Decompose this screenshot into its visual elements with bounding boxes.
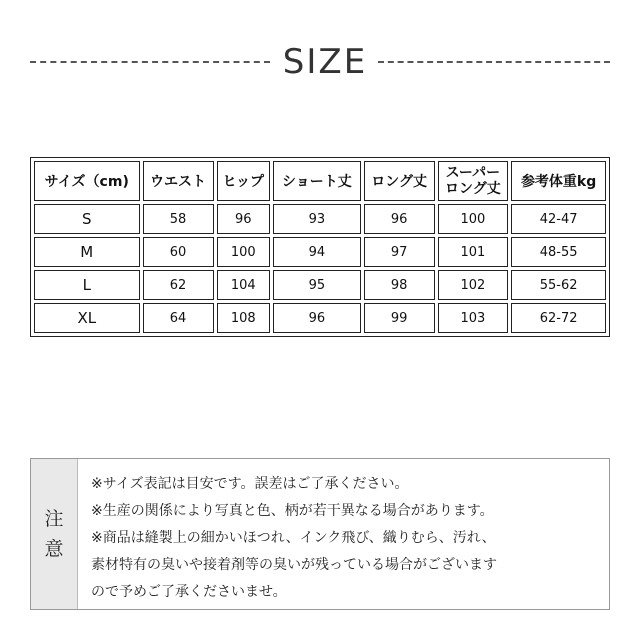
cell-super-long-length: 102 <box>438 270 509 300</box>
cell-long-length: 98 <box>364 270 435 300</box>
cell-short-length: 96 <box>273 303 361 333</box>
header-super-long-line1: スーパー <box>445 165 501 181</box>
right-dashed-line <box>378 61 610 63</box>
cell-hip: 104 <box>217 270 270 300</box>
cell-waist: 58 <box>143 204 214 234</box>
cell-super-long-length: 101 <box>438 237 509 267</box>
title-row <box>0 40 640 84</box>
table-row <box>34 270 606 300</box>
cell-long-length: 96 <box>364 204 435 234</box>
page-title: SIZE <box>282 42 368 82</box>
cell-size: L <box>34 270 140 300</box>
caution-line: ※生産の関係により写真と色、柄が若干異なる場合があります。 <box>91 503 494 519</box>
table-row <box>34 204 606 234</box>
cell-reference-weight: 48-55 <box>511 237 606 267</box>
header-reference-weight: 参考体重kg <box>511 161 606 201</box>
cell-short-length: 95 <box>273 270 361 300</box>
table-header-row <box>34 161 606 201</box>
cell-short-length: 94 <box>273 237 361 267</box>
cell-long-length: 99 <box>364 303 435 333</box>
caution-label-char: 意 <box>44 538 64 560</box>
caution-label <box>31 459 78 609</box>
caution-text <box>91 471 606 606</box>
cell-reference-weight: 42-47 <box>511 204 606 234</box>
caution-label-char: 注 <box>44 508 64 530</box>
caution-line: ※商品は縫製上の細かいほつれ、インク飛び、織りむら、汚れ、 <box>91 530 496 546</box>
cell-hip: 96 <box>217 204 270 234</box>
table-row <box>34 237 606 267</box>
header-super-long-line2: ロング丈 <box>445 181 501 197</box>
cell-reference-weight: 62-72 <box>511 303 606 333</box>
header-hip: ヒップ <box>217 161 270 201</box>
cell-waist: 62 <box>143 270 214 300</box>
cell-long-length: 97 <box>364 237 435 267</box>
cell-waist: 60 <box>143 237 214 267</box>
size-table <box>30 157 610 337</box>
header-super-long-length <box>438 161 509 201</box>
cell-hip: 100 <box>217 237 270 267</box>
cell-super-long-length: 100 <box>438 204 509 234</box>
cell-size: S <box>34 204 140 234</box>
caution-line: ※サイズ表記は目安です。誤差はご了承ください。 <box>91 476 409 492</box>
left-dashed-line <box>30 61 270 63</box>
caution-line: 素材特有の臭いや接着剤等の臭いが残っている場合がございます <box>91 557 497 573</box>
cell-reference-weight: 55-62 <box>511 270 606 300</box>
cell-hip: 108 <box>217 303 270 333</box>
caution-box <box>30 458 610 610</box>
cell-waist: 64 <box>143 303 214 333</box>
header-waist: ウエスト <box>143 161 214 201</box>
header-size: サイズ（cm) <box>34 161 140 201</box>
header-short-length: ショート丈 <box>273 161 361 201</box>
cell-size: XL <box>34 303 140 333</box>
cell-size: M <box>34 237 140 267</box>
cell-short-length: 93 <box>273 204 361 234</box>
table-row <box>34 303 606 333</box>
header-long-length: ロング丈 <box>364 161 435 201</box>
caution-line: ので予めご了承くださいませ。 <box>91 584 287 600</box>
cell-super-long-length: 103 <box>438 303 509 333</box>
